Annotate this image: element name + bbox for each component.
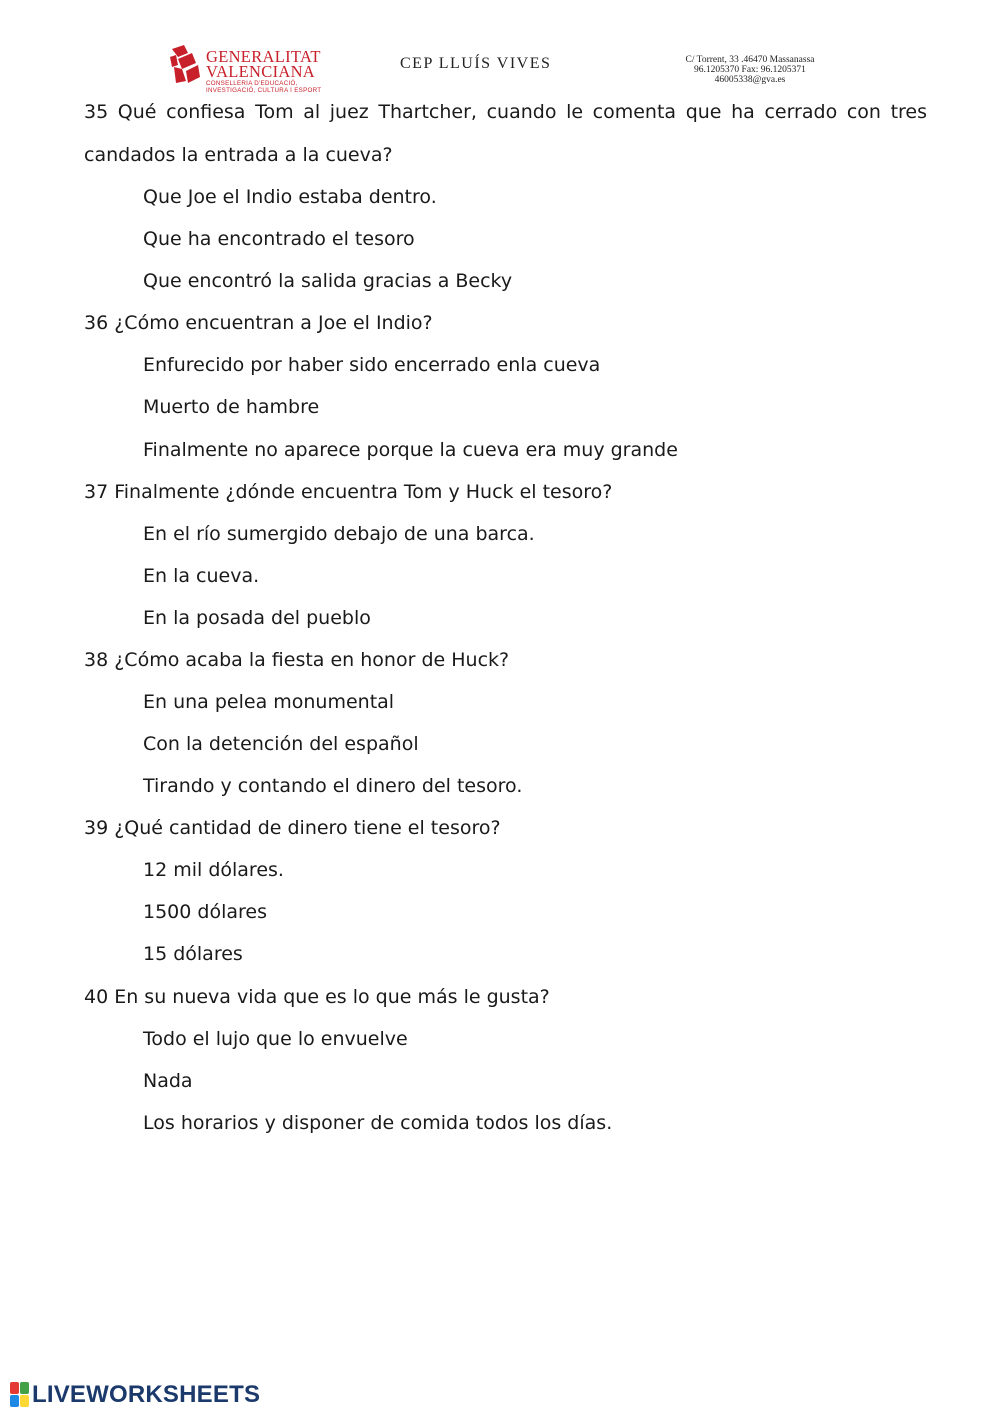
question-38: 38 ¿Cómo acaba la fiesta en honor de Huck? xyxy=(84,649,510,671)
answer-option[interactable]: Nada xyxy=(143,1070,193,1092)
question-35-line2: candados la entrada a la cueva? xyxy=(84,144,393,166)
answer-option[interactable]: Muerto de hambre xyxy=(143,396,320,418)
liveworksheets-logo-icon xyxy=(10,1382,30,1408)
school-name: CEP LLUÍS VIVES xyxy=(400,55,552,72)
generalitat-logo xyxy=(168,43,348,95)
answer-option[interactable]: Que Joe el Indio estaba dentro. xyxy=(143,186,437,208)
generalitat-emblem-icon xyxy=(168,43,204,87)
answer-option[interactable]: Que encontró la salida gracias a Becky xyxy=(143,270,513,292)
answer-option[interactable]: Que ha encontrado el tesoro xyxy=(143,228,415,250)
page-header xyxy=(0,40,1000,96)
answer-option[interactable]: Finalmente no aparece porque la cueva era muy grande xyxy=(143,439,678,461)
question-37: 37 Finalmente ¿dónde encuentra Tom y Huck el tesoro? xyxy=(84,481,613,503)
question-40: 40 En su nueva vida que es lo que más le gusta? xyxy=(84,986,550,1008)
question-35-line1: 35 Qué confiesa Tom al juez Thartcher, cuando le comenta que ha cerrado con tres xyxy=(84,101,927,123)
answer-option[interactable]: Tirando y contando el dinero del tesoro. xyxy=(143,775,523,797)
logo-name: GENERALITAT VALENCIANA xyxy=(206,47,321,81)
answer-option[interactable]: 12 mil dólares. xyxy=(143,859,284,881)
answer-option[interactable]: En la cueva. xyxy=(143,565,260,587)
answer-option[interactable]: Enfurecido por haber sido encerrado enla cueva xyxy=(143,354,601,376)
answer-option[interactable]: En el río sumergido debajo de una barca. xyxy=(143,523,535,545)
answer-option[interactable]: En la posada del pueblo xyxy=(143,607,371,629)
question-36: 36 ¿Cómo encuentran a Joe el Indio? xyxy=(84,312,433,334)
school-address: C/ Torrent, 33 .46470 Massanassa 96.1205370 Fax: 96.1205371 46005338@gva.es xyxy=(685,55,815,85)
answer-option[interactable]: 1500 dólares xyxy=(143,901,267,923)
answer-option[interactable]: Todo el lujo que lo envuelve xyxy=(143,1028,408,1050)
logo-subtitle: CONSELLERIA D'EDUCACIÓ, INVESTIGACIÓ, CULTURA I ESPORT xyxy=(206,80,322,94)
answer-option[interactable]: En una pelea monumental xyxy=(143,691,395,713)
liveworksheets-brand: LIVEWORKSHEETS xyxy=(32,1381,261,1408)
question-39: 39 ¿Qué cantidad de dinero tiene el tesoro? xyxy=(84,817,501,839)
answer-option[interactable]: 15 dólares xyxy=(143,943,243,965)
answer-option[interactable]: Con la detención del español xyxy=(143,733,419,755)
answer-option[interactable]: Los horarios y disponer de comida todos los días. xyxy=(143,1112,613,1134)
